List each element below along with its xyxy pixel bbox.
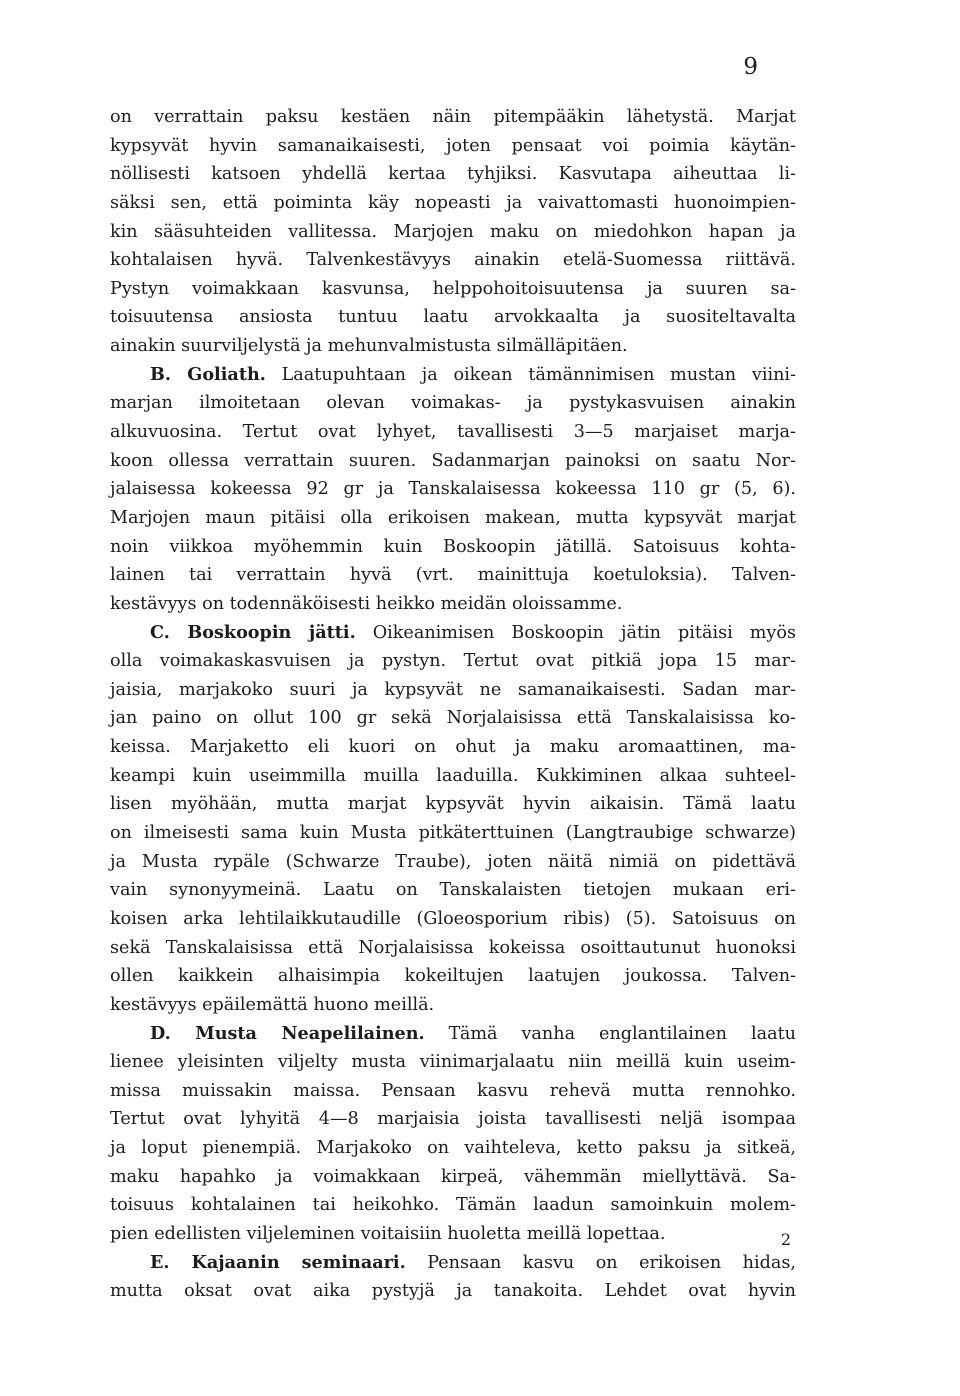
text-line [110,103,796,132]
section-heading: D. Musta Neapelilainen. [150,1022,425,1044]
text-line [110,132,796,161]
line-text: säksi sen, että poiminta käy nopeasti ja vaivattomasti huonoimpien- [110,192,796,213]
text-line [110,905,796,934]
text-line [110,647,796,676]
text-line [110,389,796,418]
line-text: on ilmeisesti sama kuin Musta pitkäterttuinen (Langtraubige schwarze) [110,823,796,844]
line-text: olla voimakaskasvuisen ja pystyn. Tertut ovat pitkiä jopa 15 mar- [110,651,796,672]
line-text: Pensaan kasvu on erikoisen hidas, [405,1252,796,1273]
line-text: vain synonyymeinä. Laatu on Tanskalaisten tietojen mukaan eri- [110,880,796,901]
text-line [110,790,796,819]
section-heading-line [110,619,796,648]
text-line [110,848,796,877]
text-line [110,991,796,1020]
text-line [110,1048,796,1077]
line-text: ja loput pienempiä. Marjakoko on vaihteleva, ketto paksu ja sitkeä, [110,1138,796,1159]
body-text [110,103,796,1306]
line-text: Tämä vanha englantilainen laatu [424,1023,796,1044]
line-text: marjan ilmoitetaan olevan voimakas- ja pystykasvuisen ainakin [110,393,796,414]
text-line [110,218,796,247]
text-line [110,561,796,590]
line-text: Laatupuhtaan ja oikean tämännimisen mustan viini- [265,364,796,385]
section-heading-line [110,1020,796,1049]
line-text: sekä Tanskalaisissa että Norjalaisissa kokeissa osoittautunut huonoksi [110,937,796,958]
line-text: alkuvuosina. Tertut ovat lyhyet, tavallisesti 3—5 marjaiset marja- [110,422,796,443]
text-line [110,1134,796,1163]
section-heading-line [110,361,796,390]
line-text: Tertut ovat lyhyitä 4—8 marjaisia joista tavallisesti neljä isompaa [110,1109,796,1130]
text-line [110,704,796,733]
text-line [110,1163,796,1192]
line-text: jalaisessa kokeessa 92 gr ja Tanskalaisessa kokeessa 110 gr (5, 6). [110,479,796,500]
text-line [110,275,796,304]
line-text: keampi kuin useimmilla muilla laaduilla. Kukkiminen alkaa suhteel- [110,765,796,786]
line-text: Oikeanimisen Boskoopin jätin pitäisi myös [355,622,796,643]
line-text: jan paino on ollut 100 gr sekä Norjalaisissa että Tanskalaisissa ko- [110,708,796,729]
line-text: toisuutensa ansiosta tuntuu laatu arvokkaalta ja suositeltavalta [110,307,796,328]
page-number: 9 [743,54,758,80]
line-text: kestävyys on todennäköisesti heikko meidän oloissamme. [110,593,623,614]
line-text: maku hapahko ja voimakkaan kirpeä, vähemmän miellyttävä. Sa- [110,1166,796,1187]
section-heading: E. Kajaanin seminaari. [150,1251,406,1273]
text-line [110,1105,796,1134]
line-text: ja Musta rypäle (Schwarze Traube), joten näitä nimiä on pidettävä [110,851,796,872]
text-line [110,962,796,991]
text-line [110,876,796,905]
line-text: lienee yleisinten viljelty musta viinimarjalaatu niin meillä kuin useim- [110,1052,796,1073]
line-text: Pystyn voimakkaan kasvunsa, helppohoitoisuutensa ja suuren sa- [110,278,796,299]
line-text: jaisia, marjakoko suuri ja kypsyvät ne samanaikaisesti. Sadan mar- [110,679,796,700]
text-line [110,332,796,361]
text-line [110,504,796,533]
text-line [110,934,796,963]
text-line [110,303,796,332]
text-line [110,1220,796,1249]
text-line [110,475,796,504]
line-text: on verrattain paksu kestäen näin pitempääkin lähetystä. Marjat [110,107,796,127]
text-line [110,676,796,705]
line-text: missa muissakin maissa. Pensaan kasvu rehevä mutta rennohko. [110,1080,796,1101]
text-line [110,1277,796,1306]
line-text: mutta oksat ovat aika pystyjä ja tanakoita. Lehdet ovat hyvin [110,1281,796,1302]
line-text: Marjojen maun pitäisi olla erikoisen makean, mutta kypsyvät marjat [110,507,796,528]
line-text: ollen kaikkein alhaisimpia kokeiltujen laatujen joukossa. Talven- [110,966,796,987]
text-line [110,246,796,275]
line-text: lisen myöhään, mutta marjat kypsyvät hyvin aikaisin. Tämä laatu [110,794,796,815]
line-text: kin sääsuhteiden vallitessa. Marjojen maku on miedohkon hapan ja [110,221,796,242]
text-line [110,189,796,218]
line-text: koisen arka lehtilaikkutaudille (Gloeosporium ribis) (5). Satoisuus on [110,908,796,929]
line-text: lainen tai verrattain hyvä (vrt. mainittuja koetuloksia). Talven- [110,565,796,586]
text-line [110,447,796,476]
text-line [110,418,796,447]
line-text: noin viikkoa myöhemmin kuin Boskoopin jätillä. Satoisuus kohta- [110,536,796,557]
text-line [110,1077,796,1106]
text-line [110,1191,796,1220]
line-text: kohtalaisen hyvä. Talvenkestävyys ainakin etelä-Suomessa riittävä. [110,250,796,271]
section-heading: B. Goliath. [150,363,266,385]
line-text: nöllisesti katsoen yhdellä kertaa tyhjiksi. Kasvutapa aiheuttaa li- [110,164,796,185]
line-text: keissa. Marjaketto eli kuori on ohut ja maku aromaattinen, ma- [110,737,796,758]
line-text: kestävyys epäilemättä huono meillä. [110,994,435,1015]
text-line [110,733,796,762]
text-line [110,160,796,189]
line-text: toisuus kohtalainen tai heikohko. Tämän laadun samoinkuin molem- [110,1195,796,1216]
text-line [110,533,796,562]
text-line [110,762,796,791]
line-text: kypsyvät hyvin samanaikaisesti, joten pensaat voi poimia käytän- [110,135,796,156]
line-text: pien edellisten viljeleminen voitaisiin huoletta meillä lopettaa. [110,1223,666,1244]
text-line [110,590,796,619]
text-line [110,819,796,848]
line-text: ainakin suurviljelystä ja mehunvalmistusta silmälläpitäen. [110,336,628,357]
line-text: koon ollessa verrattain suuren. Sadanmarjan painoksi on saatu Nor- [110,450,796,471]
section-heading-line [110,1249,796,1278]
section-heading: C. Boskoopin jätti. [150,621,356,643]
signature-mark: 2 [780,1230,791,1249]
